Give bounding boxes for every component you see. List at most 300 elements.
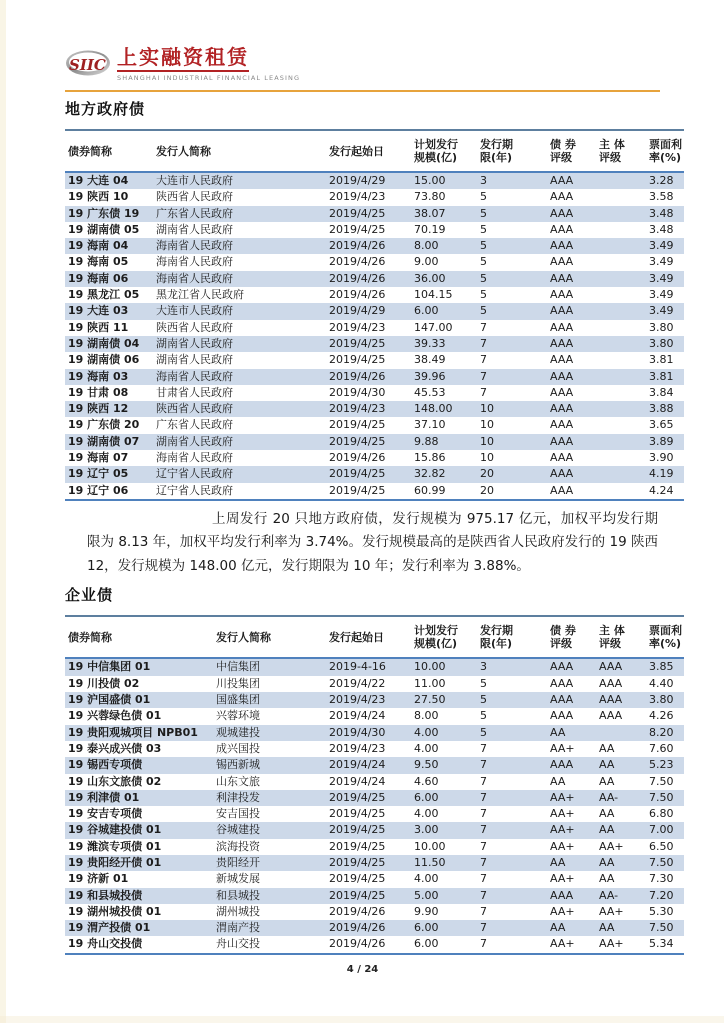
table-cell: 20 xyxy=(480,467,494,481)
table-cell: 15.00 xyxy=(414,174,446,187)
table-cell: 2019/4/25 xyxy=(329,467,386,481)
table-cell: 19 潍滨专项债 01 xyxy=(68,839,162,853)
table-cell: 7 xyxy=(480,385,487,399)
table-cell xyxy=(596,417,646,433)
table-row xyxy=(65,417,684,433)
table-cell: 10 xyxy=(480,451,494,465)
table-cell: 2019/4/29 xyxy=(329,174,386,187)
table-cell: AAA xyxy=(550,304,574,318)
column-header: 债 券 评级 xyxy=(547,130,596,172)
table-cell: 新城发展 xyxy=(216,872,260,886)
table-cell: AA- xyxy=(599,790,619,804)
brand-name-en: SHANGHAI INDUSTRIAL FINANCIAL LEASING xyxy=(117,74,301,82)
table-cell: 7 xyxy=(480,336,487,350)
table-cell: 3.49 xyxy=(649,239,674,253)
column-header: 发行人简称 xyxy=(153,130,326,172)
table-cell: 湖南省人民政府 xyxy=(156,353,233,367)
table-cell: 3 xyxy=(480,660,487,674)
table-cell: 20 xyxy=(480,483,494,497)
table-cell: 19 渭产投债 01 xyxy=(68,921,151,935)
table-cell xyxy=(596,238,646,254)
table-cell: 7 xyxy=(480,904,487,918)
table-cell: 5 xyxy=(480,239,487,253)
table-cell: 19 兴蓉绿色债 01 xyxy=(68,709,162,723)
table-cell: 19 中信集团 01 xyxy=(68,660,151,674)
table-cell xyxy=(596,352,646,368)
table-row xyxy=(65,303,684,319)
table-cell: AA- xyxy=(599,888,619,902)
table-cell: 陕西省人民政府 xyxy=(156,190,233,204)
table-cell: 19 广东债 20 xyxy=(68,418,140,432)
table-cell: AA+ xyxy=(599,937,624,951)
local-gov-bond-summary: 上周发行 20 只地方政府债，发行规模为 975.17 亿元，加权平均发行期限为 8.13 年，加权平均发行利率为 3.74%。发行规模最高的是陕西省人民政府发行的 19 陕西 12，发行规模为 148.00 亿元，发行期限为 10 年；发行利率为 3.88%。 xyxy=(87,510,658,574)
table-cell: 4.00 xyxy=(414,807,439,821)
table-cell: 5 xyxy=(480,190,487,204)
table-cell: 5.30 xyxy=(649,904,674,918)
table-cell: AAA xyxy=(550,434,574,448)
table-cell: AAA xyxy=(550,418,574,432)
table-cell: 海南省人民政府 xyxy=(156,271,233,285)
table-cell: 山东文旅 xyxy=(216,774,260,788)
column-header: 票面利 率(%) xyxy=(646,130,684,172)
table-cell: 19 大连 04 xyxy=(68,174,129,187)
table-cell: 2019/4/25 xyxy=(329,839,386,853)
table-cell: 11.50 xyxy=(414,856,446,869)
column-header: 发行期 限(年) xyxy=(477,130,547,172)
table-cell: 19 贵阳经开债 01 xyxy=(68,856,162,869)
table-cell: 5 xyxy=(480,206,487,220)
table-cell: 37.10 xyxy=(414,418,446,432)
table-cell: 陕西省人民政府 xyxy=(156,402,233,416)
table-cell: 兴蓉环境 xyxy=(216,709,260,723)
table-cell: AA xyxy=(550,856,566,869)
column-header: 发行起始日 xyxy=(326,130,411,172)
table-row xyxy=(65,222,684,238)
table-cell: 2019/4/26 xyxy=(329,904,386,918)
table-cell: 贵阳经开 xyxy=(216,856,260,869)
table-cell: 148.00 xyxy=(414,402,453,416)
table-row xyxy=(65,254,684,270)
column-header: 主 体 评级 xyxy=(596,616,646,658)
table-cell: AAA xyxy=(550,206,574,220)
table-cell: AA xyxy=(599,872,615,886)
table-cell: 2019/4/25 xyxy=(329,418,386,432)
table-cell: 湖南省人民政府 xyxy=(156,434,233,448)
table-cell: AA xyxy=(599,774,615,788)
table-cell: 4.60 xyxy=(414,774,439,788)
column-header: 票面利 率(%) xyxy=(646,616,684,658)
table-cell: 3.84 xyxy=(649,385,674,399)
table-cell xyxy=(596,303,646,319)
table-cell: 15.86 xyxy=(414,451,446,465)
table-cell: 3.48 xyxy=(649,206,674,220)
table-cell: 7.50 xyxy=(649,921,674,935)
table-cell: 5.34 xyxy=(649,937,674,951)
table-cell: AAA xyxy=(599,709,623,723)
table-cell: 海南省人民政府 xyxy=(156,369,233,383)
table-cell: 2019/4/25 xyxy=(329,823,386,837)
table-cell: AAA xyxy=(550,288,574,302)
table-cell: 38.49 xyxy=(414,353,446,367)
table-cell: AA+ xyxy=(550,807,575,821)
table-cell: 川投集团 xyxy=(216,676,260,690)
table-cell xyxy=(596,450,646,466)
table-cell: 36.00 xyxy=(414,271,446,285)
table-cell: AA+ xyxy=(550,741,575,755)
table-cell: 5 xyxy=(480,725,487,739)
column-header: 债 券 评级 xyxy=(547,616,596,658)
table-cell: 19 沪国盛债 01 xyxy=(68,693,151,707)
table-cell: 4.00 xyxy=(414,872,439,886)
table-cell: AAA xyxy=(550,451,574,465)
table-cell: 3.49 xyxy=(649,271,674,285)
table-cell: 19 舟山交投债 xyxy=(68,937,143,951)
table-cell xyxy=(596,369,646,385)
table-cell: 湖州城投 xyxy=(216,904,260,918)
table-cell: AAA xyxy=(550,222,574,236)
table-cell: 7 xyxy=(480,807,487,821)
table-cell: 大连市人民政府 xyxy=(156,304,233,318)
table-cell xyxy=(596,172,646,189)
table-cell: 2019/4/25 xyxy=(329,336,386,350)
table-cell: 锡西新城 xyxy=(216,758,260,772)
table-cell: 5.23 xyxy=(649,758,674,772)
table-cell: AA+ xyxy=(550,823,575,837)
table-cell: 3.80 xyxy=(649,336,674,350)
table-cell: 5 xyxy=(480,709,487,723)
table-cell xyxy=(596,466,646,482)
table-row xyxy=(65,871,684,887)
table-cell: 10 xyxy=(480,418,494,432)
table-cell: 19 湖南债 04 xyxy=(68,336,140,350)
table-cell: 2019/4/23 xyxy=(329,402,386,416)
table-cell: 19 甘肃 08 xyxy=(68,385,129,399)
table-cell: 2019/4/26 xyxy=(329,239,386,253)
table-cell: 147.00 xyxy=(414,320,453,334)
table-row xyxy=(65,774,684,790)
table-cell: 广东省人民政府 xyxy=(156,418,233,432)
table-cell: AAA xyxy=(550,483,574,497)
table-cell: AA xyxy=(599,823,615,837)
table-cell: 7.30 xyxy=(649,872,674,886)
table-cell: 和县城投 xyxy=(216,888,260,902)
table-cell: AAA xyxy=(550,271,574,285)
column-header: 发行起始日 xyxy=(326,616,411,658)
table-cell: 2019/4/23 xyxy=(329,741,386,755)
table-row xyxy=(65,904,684,920)
table-cell: AAA xyxy=(550,190,574,204)
table-cell: 5 xyxy=(480,676,487,690)
table-cell: 3.49 xyxy=(649,304,674,318)
table-cell: 海南省人民政府 xyxy=(156,451,233,465)
table-cell: 2019-4-16 xyxy=(329,660,386,674)
table-cell: 45.53 xyxy=(414,385,446,399)
table-cell: 观城建投 xyxy=(216,725,260,739)
table-cell: 海南省人民政府 xyxy=(156,239,233,253)
column-header: 债券简称 xyxy=(65,130,153,172)
table-cell xyxy=(596,254,646,270)
table-cell: 3.85 xyxy=(649,660,674,674)
table-row xyxy=(65,757,684,773)
table-cell: 3.81 xyxy=(649,369,674,383)
table-cell: 2019/4/25 xyxy=(329,206,386,220)
table-cell: 谷城建投 xyxy=(216,823,260,837)
table-cell: 7.50 xyxy=(649,856,674,869)
table-cell: 6.00 xyxy=(414,921,439,935)
table-cell xyxy=(596,222,646,238)
table-cell: 19 锡西专项债 xyxy=(68,758,143,772)
table-cell: 19 陕西 11 xyxy=(68,320,129,334)
column-header: 债券简称 xyxy=(65,616,213,658)
table-cell: 4.00 xyxy=(414,725,439,739)
table-cell: 安吉国投 xyxy=(216,807,260,821)
table-cell: 7 xyxy=(480,888,487,902)
table-cell: 湖南省人民政府 xyxy=(156,336,233,350)
table-cell: 8.00 xyxy=(414,239,439,253)
table-cell: 2019/4/25 xyxy=(329,888,386,902)
table-cell: 7 xyxy=(480,758,487,772)
table-cell: 9.00 xyxy=(414,255,439,269)
table-cell: 19 谷城建投债 01 xyxy=(68,823,162,837)
table-cell: 10 xyxy=(480,434,494,448)
table-cell: AAA xyxy=(550,255,574,269)
table-cell: 6.00 xyxy=(414,790,439,804)
table-cell: AA+ xyxy=(599,904,624,918)
corporate-bond-table xyxy=(65,615,684,954)
table-cell: AA+ xyxy=(550,839,575,853)
table-cell: 5 xyxy=(480,288,487,302)
table-cell: 19 安吉专项债 xyxy=(68,807,143,821)
table-cell: 2019/4/25 xyxy=(329,222,386,236)
table-row xyxy=(65,483,684,500)
table-cell: AA+ xyxy=(550,904,575,918)
table-cell: 7 xyxy=(480,320,487,334)
table-cell: AAA xyxy=(550,353,574,367)
table-cell: 5 xyxy=(480,693,487,707)
table-cell: AAA xyxy=(599,693,623,707)
table-cell: 19 湖南债 07 xyxy=(68,434,140,448)
table-cell: AAA xyxy=(550,709,574,723)
table-cell: AAA xyxy=(550,660,574,674)
table-cell: 7.60 xyxy=(649,741,674,755)
table-cell: 5.00 xyxy=(414,888,439,902)
table-cell xyxy=(596,206,646,222)
table-row xyxy=(65,658,684,675)
section-title-local-gov-bonds: 地方政府债 xyxy=(65,100,146,118)
table-cell: 2019/4/26 xyxy=(329,921,386,935)
table-cell: 7 xyxy=(480,353,487,367)
company-logo xyxy=(65,0,660,83)
table-cell: AAA xyxy=(550,888,574,902)
table-row xyxy=(65,369,684,385)
table-cell: 19 和县城投债 xyxy=(68,888,143,902)
table-row xyxy=(65,936,684,953)
table-cell: 39.96 xyxy=(414,369,446,383)
table-cell xyxy=(596,336,646,352)
table-cell: 38.07 xyxy=(414,206,446,220)
table-cell: 3.90 xyxy=(649,451,674,465)
table-cell: 4.19 xyxy=(649,467,674,481)
table-cell xyxy=(596,725,646,741)
table-cell: 8.20 xyxy=(649,725,674,739)
table-cell xyxy=(596,287,646,303)
section-title-corporate-bonds: 企业债 xyxy=(65,586,114,605)
header-gold-rule xyxy=(65,90,660,92)
table-row xyxy=(65,741,684,757)
table-cell: 19 辽宁 05 xyxy=(68,467,129,481)
table-cell: AAA xyxy=(550,758,574,772)
table-cell: 2019/4/26 xyxy=(329,369,386,383)
table-cell: AA xyxy=(599,758,615,772)
table-row xyxy=(65,888,684,904)
table-row xyxy=(65,708,684,724)
table-cell: AAA xyxy=(550,385,574,399)
table-cell: 7.50 xyxy=(649,774,674,788)
table-cell: 7 xyxy=(480,774,487,788)
table-cell: 3 xyxy=(480,174,487,187)
table-row xyxy=(65,725,684,741)
table-cell: 陕西省人民政府 xyxy=(156,320,233,334)
table-cell: 3.89 xyxy=(649,434,674,448)
table-cell: 2019/4/23 xyxy=(329,320,386,334)
table-cell xyxy=(596,320,646,336)
table-cell: 6.00 xyxy=(414,304,439,318)
table-cell: 2019/4/29 xyxy=(329,304,386,318)
table-cell: 19 大连 03 xyxy=(68,304,129,318)
table-cell: 19 山东文旅债 02 xyxy=(68,774,162,788)
table-cell: AA xyxy=(599,856,615,869)
siic-globe-icon xyxy=(65,47,111,83)
table-row xyxy=(65,336,684,352)
table-cell: 2019/4/25 xyxy=(329,856,386,869)
table-cell: 60.99 xyxy=(414,483,446,497)
table-cell: 舟山交投 xyxy=(216,937,260,951)
page-number: 4 / 24 xyxy=(346,963,379,975)
table-cell: 10.00 xyxy=(414,660,446,674)
table-cell: 19 海南 06 xyxy=(68,271,129,285)
table-row xyxy=(65,450,684,466)
table-cell: 2019/4/26 xyxy=(329,255,386,269)
table-cell: 7 xyxy=(480,741,487,755)
table-cell: 3.80 xyxy=(649,693,674,707)
table-cell: 2019/4/25 xyxy=(329,434,386,448)
table-cell: 3.81 xyxy=(649,353,674,367)
table-row xyxy=(65,401,684,417)
table-cell: 3.00 xyxy=(414,823,439,837)
table-cell: 2019/4/26 xyxy=(329,937,386,951)
table-cell: 3.28 xyxy=(649,174,674,187)
table-cell: 甘肃省人民政府 xyxy=(156,385,233,399)
table-cell: AA+ xyxy=(599,839,624,853)
table-cell: 19 海南 07 xyxy=(68,451,129,465)
table-cell: 7 xyxy=(480,856,487,869)
table-cell: 8.00 xyxy=(414,709,439,723)
table-cell: AAA xyxy=(550,676,574,690)
table-cell: AAA xyxy=(550,320,574,334)
table-header-row xyxy=(65,616,684,658)
local-government-bond-table xyxy=(65,129,684,501)
table-row xyxy=(65,238,684,254)
table-cell: 2019/4/24 xyxy=(329,709,386,723)
table-cell: 73.80 xyxy=(414,190,446,204)
table-cell: 湖南省人民政府 xyxy=(156,222,233,236)
table-cell: 70.19 xyxy=(414,222,446,236)
table-cell: 9.88 xyxy=(414,434,439,448)
table-cell: AAA xyxy=(599,660,623,674)
table-cell: 32.82 xyxy=(414,467,446,481)
table-cell: 19 济新 01 xyxy=(68,872,129,886)
table-row xyxy=(65,206,684,222)
table-cell: 6.50 xyxy=(649,839,674,853)
table-cell: 7 xyxy=(480,790,487,804)
column-header: 计划发行 规模(亿) xyxy=(411,616,477,658)
table-cell: 27.50 xyxy=(414,693,446,707)
table-cell: AA xyxy=(599,807,615,821)
table-cell: 19 湖州城投债 01 xyxy=(68,904,162,918)
table-cell: 广东省人民政府 xyxy=(156,206,233,220)
table-cell: 39.33 xyxy=(414,336,446,350)
table-row xyxy=(65,790,684,806)
table-cell: 4.24 xyxy=(649,483,674,497)
table-cell: 2019/4/25 xyxy=(329,872,386,886)
table-cell xyxy=(596,483,646,500)
table-cell xyxy=(596,271,646,287)
table-cell: 9.90 xyxy=(414,904,439,918)
table-cell: 19 利津债 01 xyxy=(68,790,140,804)
table-cell: 19 辽宁 06 xyxy=(68,483,129,497)
table-cell: 19 黑龙江 05 xyxy=(68,288,140,302)
table-cell: 19 陕西 12 xyxy=(68,402,129,416)
table-cell: 7 xyxy=(480,369,487,383)
table-cell xyxy=(596,189,646,205)
table-cell: AA+ xyxy=(550,872,575,886)
table-cell: 10 xyxy=(480,402,494,416)
table-cell: AA xyxy=(599,921,615,935)
table-cell: 7 xyxy=(480,921,487,935)
table-row xyxy=(65,692,684,708)
table-cell: AAA xyxy=(550,336,574,350)
table-cell: 7 xyxy=(480,839,487,853)
table-cell: 滨海投资 xyxy=(216,839,260,853)
table-cell: 4.00 xyxy=(414,741,439,755)
table-cell: 3.88 xyxy=(649,402,674,416)
table-cell: 2019/4/23 xyxy=(329,693,386,707)
table-row xyxy=(65,271,684,287)
svg-text:SIIC: SIIC xyxy=(69,56,106,74)
column-header: 主 体 评级 xyxy=(596,130,646,172)
table-cell: 辽宁省人民政府 xyxy=(156,483,233,497)
table-header-row xyxy=(65,130,684,172)
table-cell: 19 贵阳观城项目 NPB01 xyxy=(68,725,198,739)
table-cell: AA xyxy=(599,741,615,755)
brand-name-cn: 上实融资租赁 xyxy=(117,45,249,72)
table-cell: 2019/4/22 xyxy=(329,676,386,690)
table-cell: 19 海南 05 xyxy=(68,255,129,269)
table-cell: 2019/4/25 xyxy=(329,790,386,804)
table-cell: 渭南产投 xyxy=(216,921,260,935)
table-cell: 2019/4/24 xyxy=(329,758,386,772)
table-cell: 6.80 xyxy=(649,807,674,821)
table-cell: 10.00 xyxy=(414,839,446,853)
table-row xyxy=(65,806,684,822)
table-cell: 3.58 xyxy=(649,190,674,204)
table-cell: 7 xyxy=(480,937,487,951)
table-cell: 19 湖南债 05 xyxy=(68,222,140,236)
table-cell: 成兴国投 xyxy=(216,741,260,755)
table-cell: 7 xyxy=(480,823,487,837)
table-cell: 19 川投债 02 xyxy=(68,676,140,690)
table-row xyxy=(65,839,684,855)
